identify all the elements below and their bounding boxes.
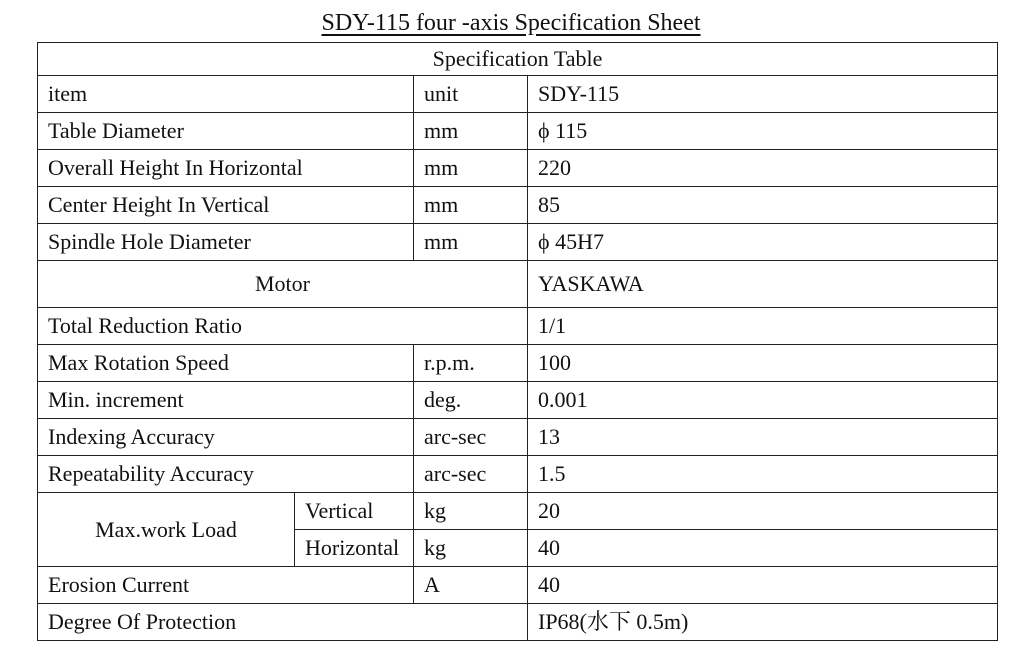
spec-table	[37, 42, 998, 641]
row-item: Overall Height In Horizontal	[38, 150, 414, 187]
sheet-title-text: SDY-115 four -axis Specification Sheet	[321, 10, 701, 36]
header-model: SDY-115	[528, 76, 998, 113]
work-load-vertical-label: Vertical	[295, 493, 414, 530]
work-load-horizontal-unit: kg	[414, 530, 528, 567]
motor-label: Motor	[38, 261, 528, 308]
row-item: Repeatability Accuracy	[38, 456, 414, 493]
erosion-row	[38, 567, 998, 604]
row-item: Min. increment	[38, 382, 414, 419]
row-value: ϕ 45H7	[528, 224, 998, 261]
row-value: 220	[528, 150, 998, 187]
work-load-label: Max.work Load	[38, 493, 295, 567]
sheet-title	[0, 8, 1022, 38]
protection-value: IP68(水下 0.5m)	[528, 604, 998, 641]
row-item: Indexing Accuracy	[38, 419, 414, 456]
erosion-item: Erosion Current	[38, 567, 414, 604]
work-load-vertical-unit: kg	[414, 493, 528, 530]
table-row	[38, 419, 998, 456]
work-load-horizontal-label: Horizontal	[295, 530, 414, 567]
row-value: 0.001	[528, 382, 998, 419]
work-load-vertical-row	[38, 493, 998, 530]
row-value: 13	[528, 419, 998, 456]
row-value: ϕ 115	[528, 113, 998, 150]
work-load-vertical-value: 20	[528, 493, 998, 530]
protection-row	[38, 604, 998, 641]
table-row	[38, 224, 998, 261]
row-item: Center Height In Vertical	[38, 187, 414, 224]
row-unit: arc-sec	[414, 419, 528, 456]
header-item: item	[38, 76, 414, 113]
motor-row	[38, 261, 998, 308]
table-row	[38, 345, 998, 382]
table-row	[38, 187, 998, 224]
row-item: Table Diameter	[38, 113, 414, 150]
row-value: 85	[528, 187, 998, 224]
row-value: 1.5	[528, 456, 998, 493]
table-caption-row	[38, 43, 998, 76]
table-row	[38, 113, 998, 150]
table-caption: Specification Table	[38, 43, 998, 76]
reduction-row	[38, 308, 998, 345]
header-unit: unit	[414, 76, 528, 113]
table-row	[38, 150, 998, 187]
row-unit: mm	[414, 113, 528, 150]
row-unit: mm	[414, 187, 528, 224]
row-item: Spindle Hole Diameter	[38, 224, 414, 261]
row-unit: arc-sec	[414, 456, 528, 493]
table-row	[38, 382, 998, 419]
row-unit: mm	[414, 224, 528, 261]
erosion-unit: A	[414, 567, 528, 604]
reduction-item: Total Reduction Ratio	[38, 308, 528, 345]
row-unit: deg.	[414, 382, 528, 419]
motor-value: YASKAWA	[528, 261, 998, 308]
table-row	[38, 456, 998, 493]
protection-item: Degree Of Protection	[38, 604, 528, 641]
work-load-horizontal-value: 40	[528, 530, 998, 567]
row-unit: mm	[414, 150, 528, 187]
row-unit: r.p.m.	[414, 345, 528, 382]
reduction-value: 1/1	[528, 308, 998, 345]
row-item: Max Rotation Speed	[38, 345, 414, 382]
header-row	[38, 76, 998, 113]
erosion-value: 40	[528, 567, 998, 604]
row-value: 100	[528, 345, 998, 382]
